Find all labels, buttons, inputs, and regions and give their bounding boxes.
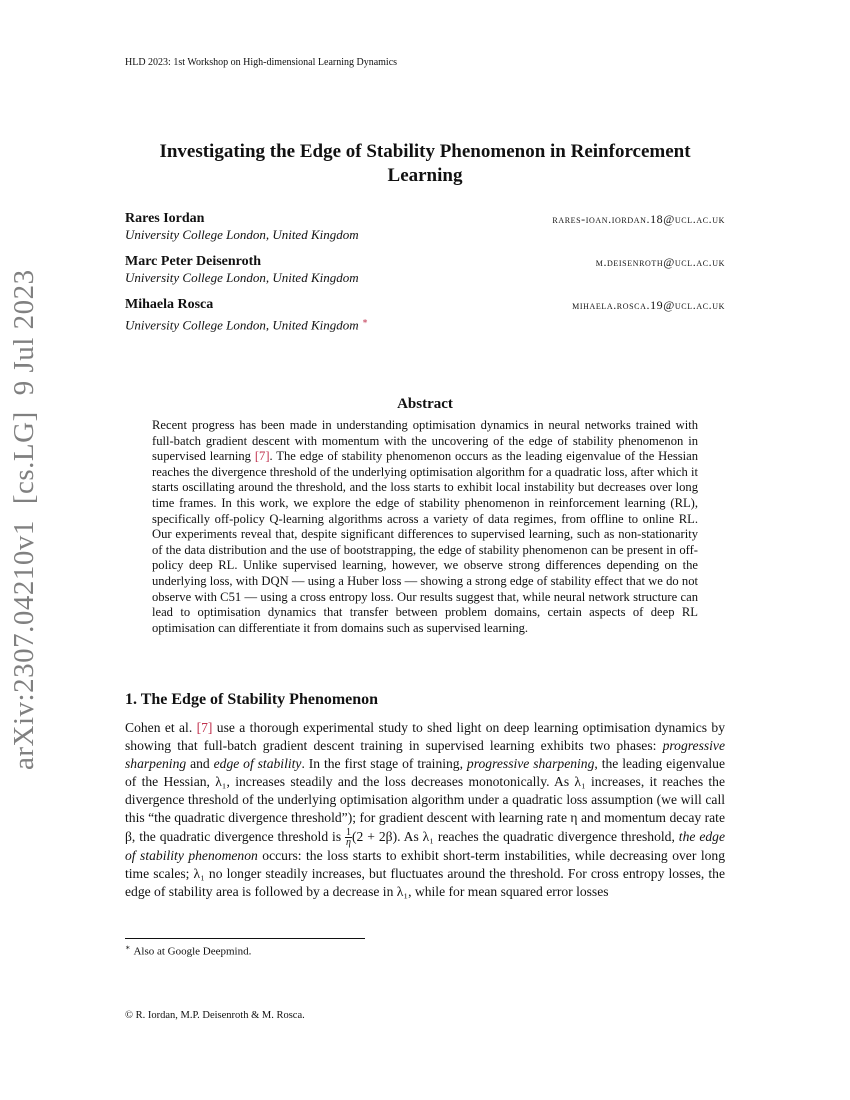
copyright-line: © R. Iordan, M.P. Deisenroth & M. Rosca. bbox=[125, 1010, 305, 1021]
body-text: use a thorough experimental study to shed light on deep learning optimisation dynamics by showing that full-batch gradient descent training in supervised learning exhibits two phases: bbox=[125, 720, 725, 754]
body-text: (2 + 2β). As λ₁ reaches the quadratic divergence threshold, bbox=[352, 828, 679, 844]
body-text: . In the first stage of training, bbox=[301, 756, 467, 772]
body-text: occurs: the loss starts to exhibit short-term instabilities, while decreasing over long time scales; λ₁ no longer steadily increases, but fluctuates around the threshold. For cross entropy losses, the edge of stability area is followed by a decrease in λ₁, while for mean squared error losses bbox=[125, 847, 725, 900]
author-email[interactable]: rares-ioan.iordan.18@ucl.ac.uk bbox=[552, 212, 725, 226]
body-text: , the leading eigenvalue of the Hessian, λ₁, increases steadily and the loss decreases monotonically. As λ₁ increases, it reaches the divergence threshold of the underlying optimisation algorithm under a quadratic loss assumption (we will call this “the quadratic divergence threshold”); for gradient descent with learning rate η and momentum decay rate β, the quadratic divergence threshold is bbox=[125, 756, 725, 844]
fraction bbox=[345, 828, 352, 847]
footnote-mark[interactable]: ∗ bbox=[361, 316, 368, 326]
author-block bbox=[125, 297, 725, 333]
arxiv-date: 9 Jul 2023 bbox=[8, 269, 40, 396]
body-text: Cohen et al. bbox=[125, 720, 197, 735]
citation-link[interactable]: [7] bbox=[254, 449, 270, 464]
abstract-text-part: . The edge of stability phenomenon occurs as the leading eigenvalue of the Hessian reaches the divergence threshold of the underlying optimisation algorithm for a quadratic loss, after which it starts oscillating around the threshold, and the loss starts to exhibit local instability but decreases over long time frames. In this work, we explore the edge of stability phenomenon in reinforcement learning (RL), specifically off-policy Q-learning algorithms across a variety of data regimes, from offline to online RL. Our experiments reveal that, despite significant differences to supervised learning, such as non-stationarity of the data distribution and the use of bootstrapping, the edge of stability phenomenon can be present in off-policy deep RL. Unlike supervised learning, however, we observe strong differences depending on the underlying loss, with DQN — using a Huber loss — showing a strong edge of stability effect that we do not observe with C51 — using a cross entropy loss. Our results suggest that, while neural network structure can lead to optimisation dynamics that transfer between problem domains, certain aspects of deep RL optimisation can differentiate it from domains such as supervised learning. bbox=[152, 449, 699, 635]
arxiv-sidebar-stamp bbox=[8, 253, 41, 770]
fraction-numerator: 1 bbox=[346, 826, 352, 838]
body-text: and bbox=[186, 756, 214, 772]
arxiv-id: arXiv:2307.04210v1 bbox=[8, 520, 40, 770]
author-name: Marc Peter Deisenroth bbox=[125, 254, 262, 269]
emphasis-text: progressive sharpening bbox=[125, 738, 725, 772]
section-body bbox=[125, 719, 725, 901]
author-name: Rares Iordan bbox=[125, 211, 205, 226]
abstract-text-part: Recent progress has been made in understanding optimisation dynamics in neural networks trained with full-batch gradient descent with momentum with the uncovering of the edge of stability phenomenon in supervised learning bbox=[152, 418, 698, 464]
footnote bbox=[125, 943, 251, 958]
emphasis-text: the edge of stability phenomenon bbox=[125, 828, 725, 863]
footnote-text: Also at Google Deepmind. bbox=[133, 945, 252, 958]
author-block bbox=[125, 211, 725, 243]
author-name: Mihaela Rosca bbox=[125, 297, 214, 312]
author-block bbox=[125, 254, 725, 286]
section-heading: 1. The Edge of Stability Phenomenon bbox=[125, 691, 379, 708]
footnote-mark: ∗ bbox=[125, 943, 131, 952]
author-affiliation-text: University College London, United Kingdom bbox=[125, 317, 359, 333]
emphasis-text: edge of stability bbox=[213, 756, 302, 772]
abstract-text bbox=[152, 418, 698, 636]
fraction-denominator: η bbox=[346, 836, 352, 848]
author-email[interactable]: mihaela.rosca.19@ucl.ac.uk bbox=[572, 298, 725, 312]
author-affiliation bbox=[125, 313, 725, 333]
footnote-rule bbox=[125, 938, 365, 939]
running-header: HLD 2023: 1st Workshop on High-dimensional Learning Dynamics bbox=[125, 57, 398, 68]
paper-title: Investigating the Edge of Stability Phenomenon in Reinforcement Learning bbox=[159, 141, 691, 186]
citation-link[interactable]: [7] bbox=[196, 720, 213, 735]
arxiv-category: [cs.LG] bbox=[8, 411, 40, 505]
abstract-heading: Abstract bbox=[397, 396, 453, 412]
author-email[interactable]: m.deisenroth@ucl.ac.uk bbox=[595, 255, 725, 269]
author-affiliation: University College London, United Kingdom bbox=[125, 270, 359, 285]
emphasis-text: progressive sharpening bbox=[466, 756, 595, 772]
author-affiliation: University College London, United Kingdom bbox=[125, 227, 359, 242]
